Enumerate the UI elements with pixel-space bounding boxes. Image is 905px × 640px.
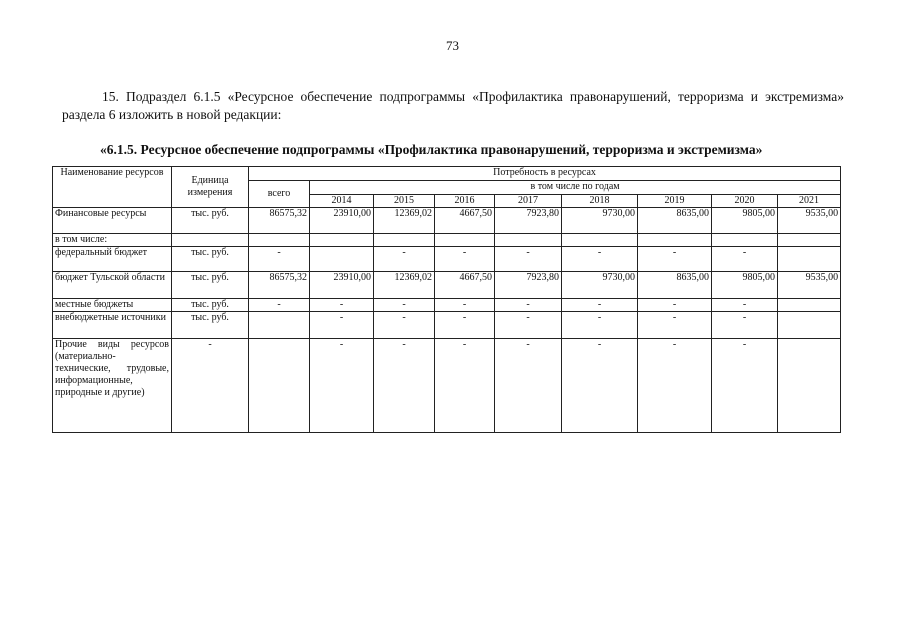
row-unit: тыс. руб. [172, 299, 249, 312]
header-year: 2019 [638, 195, 712, 208]
row-value: - [374, 339, 435, 433]
table-row [53, 208, 841, 234]
row-total: 86575,32 [249, 208, 310, 234]
intro-paragraph: 15. Подраздел 6.1.5 «Ресурсное обеспечение подпрограммы «Профилактика правонарушений, терроризма и экстремизма» раздела 6 изложить в новой редакции: [62, 89, 844, 122]
row-value: - [562, 247, 638, 272]
row-value: 4667,50 [435, 272, 495, 299]
row-value: - [712, 247, 778, 272]
row-name: бюджет Тульской области [53, 272, 172, 299]
row-value: - [495, 247, 562, 272]
page-number: 73 [446, 38, 459, 53]
row-value: - [310, 339, 374, 433]
row-value: - [435, 312, 495, 339]
header-year: 2015 [374, 195, 435, 208]
row-value [712, 234, 778, 247]
row-value: - [562, 339, 638, 433]
row-total: - [249, 299, 310, 312]
row-total [249, 234, 310, 247]
header-year: 2016 [435, 195, 495, 208]
row-value [778, 312, 841, 339]
row-value: - [638, 247, 712, 272]
row-total: - [249, 247, 310, 272]
row-name: в том числе: [53, 234, 172, 247]
row-value: 9805,00 [712, 272, 778, 299]
row-value: - [495, 339, 562, 433]
resources-table [52, 166, 841, 433]
row-name: Прочие виды ресурсов (материально-технические, трудовые, информационные, природные и другие) [53, 339, 172, 433]
row-value: - [310, 299, 374, 312]
row-value: - [374, 312, 435, 339]
row-value [562, 234, 638, 247]
row-value [435, 234, 495, 247]
table-row [53, 247, 841, 272]
header-name: Наименование ресурсов [53, 167, 172, 208]
row-value [778, 339, 841, 433]
row-value: 23910,00 [310, 208, 374, 234]
row-value: - [310, 312, 374, 339]
row-name: местные бюджеты [53, 299, 172, 312]
row-unit: - [172, 339, 249, 433]
header-year: 2014 [310, 195, 374, 208]
row-value: - [374, 299, 435, 312]
row-value: 9535,00 [778, 208, 841, 234]
row-value: - [435, 247, 495, 272]
row-value: 12369,02 [374, 272, 435, 299]
row-value [495, 234, 562, 247]
row-value [310, 234, 374, 247]
header-year: 2017 [495, 195, 562, 208]
table-row [53, 339, 841, 433]
row-value [310, 247, 374, 272]
row-unit: тыс. руб. [172, 272, 249, 299]
row-unit: тыс. руб. [172, 247, 249, 272]
row-value: 8635,00 [638, 208, 712, 234]
row-value: - [712, 312, 778, 339]
row-value: 7923,80 [495, 208, 562, 234]
row-value [638, 234, 712, 247]
row-name: федеральный бюджет [53, 247, 172, 272]
row-value: - [374, 247, 435, 272]
row-value: - [638, 339, 712, 433]
row-value: - [712, 299, 778, 312]
row-value: 8635,00 [638, 272, 712, 299]
row-value [778, 299, 841, 312]
row-value: - [435, 339, 495, 433]
row-value: - [495, 299, 562, 312]
header-year: 2018 [562, 195, 638, 208]
row-value: - [712, 339, 778, 433]
row-unit: тыс. руб. [172, 312, 249, 339]
row-value: 23910,00 [310, 272, 374, 299]
header-unit: Единица измерения [172, 167, 249, 208]
header-total: всего [249, 181, 310, 208]
row-unit [172, 234, 249, 247]
row-value: - [495, 312, 562, 339]
row-value: - [562, 299, 638, 312]
table-row [53, 272, 841, 299]
row-value: 4667,50 [435, 208, 495, 234]
row-value: 12369,02 [374, 208, 435, 234]
section-subtitle: «6.1.5. Ресурсное обеспечение подпрограммы «Профилактика правонарушений, терроризма и экстремизма» [100, 142, 763, 157]
row-value: 9730,00 [562, 272, 638, 299]
header-year: 2020 [712, 195, 778, 208]
row-name: внебюджетные источники [53, 312, 172, 339]
row-value: - [638, 312, 712, 339]
row-value: 9805,00 [712, 208, 778, 234]
table-row [53, 312, 841, 339]
row-total [249, 339, 310, 433]
row-name: Финансовые ресурсы [53, 208, 172, 234]
row-value [778, 247, 841, 272]
table-row [53, 234, 841, 247]
row-value: 7923,80 [495, 272, 562, 299]
header-need: Потребность в ресурсах [249, 167, 841, 181]
table-row [53, 299, 841, 312]
row-value: - [562, 312, 638, 339]
row-value [778, 234, 841, 247]
header-by-years: в том числе по годам [310, 181, 841, 195]
row-value: - [435, 299, 495, 312]
table-header-row [53, 167, 841, 181]
row-unit: тыс. руб. [172, 208, 249, 234]
row-total [249, 312, 310, 339]
row-value: 9535,00 [778, 272, 841, 299]
header-year: 2021 [778, 195, 841, 208]
row-value: 9730,00 [562, 208, 638, 234]
row-value [374, 234, 435, 247]
row-value: - [638, 299, 712, 312]
row-total: 86575,32 [249, 272, 310, 299]
